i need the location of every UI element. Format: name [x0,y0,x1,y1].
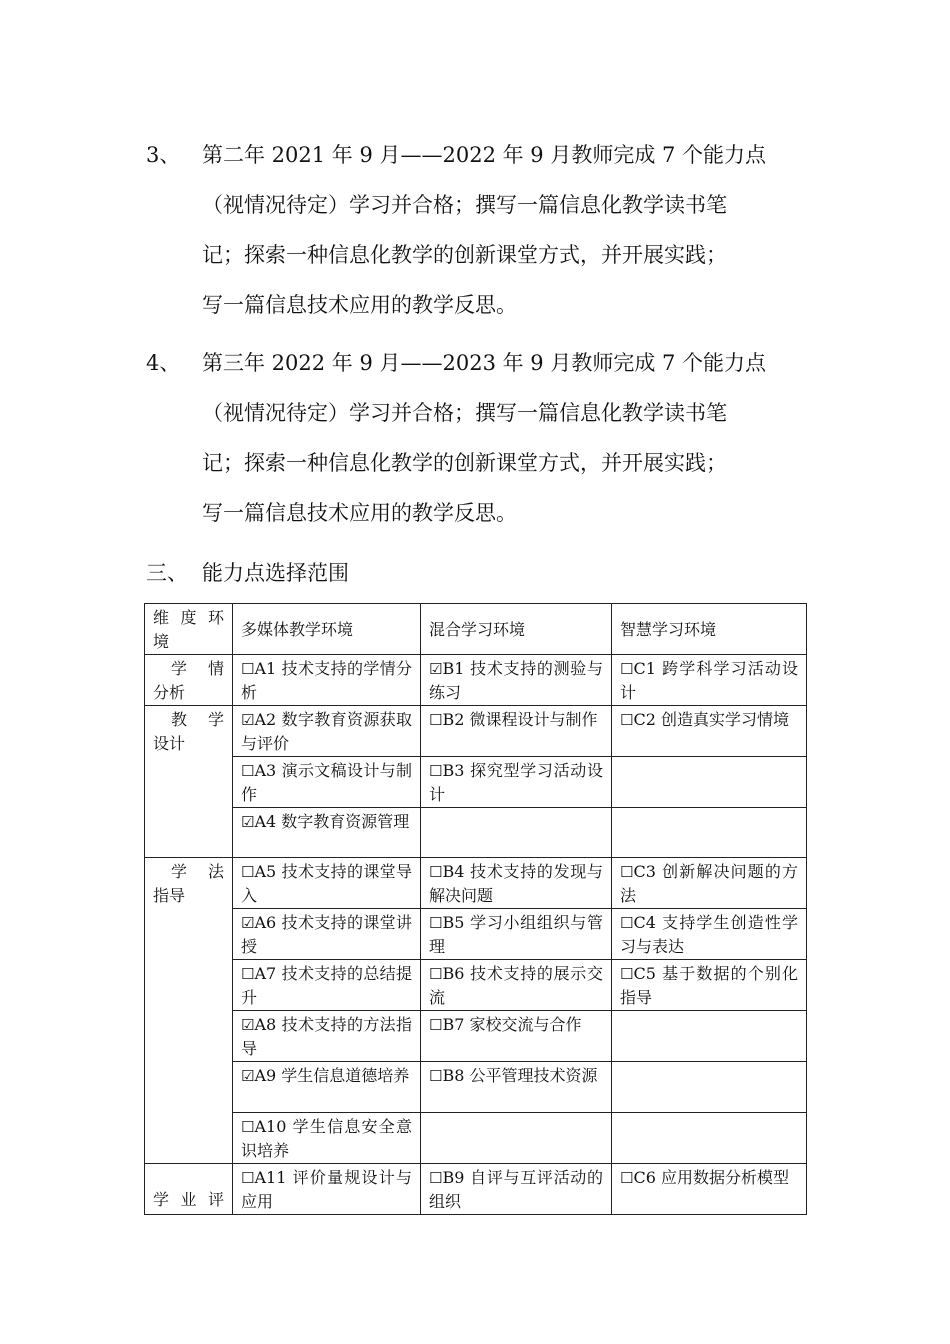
checkbox-icon: ☐ [429,1169,443,1187]
table-row [145,1011,807,1062]
ability-label: A8 技术支持的方法指导 [241,1015,412,1058]
ability-label: A2 数字教育资源获取与评价 [241,710,412,753]
cell-c1 [612,655,807,706]
cell-empty [612,1062,807,1113]
checkbox-icon: ☑ [241,914,255,932]
checkbox-icon: ☐ [620,1169,634,1187]
table-row [145,1062,807,1113]
checkbox-icon: ☑ [429,660,443,678]
list-text-line: 写一篇信息技术应用的教学反思。 [202,293,517,317]
category-line: 设计 [153,734,186,753]
ability-label: B6 技术支持的展示交流 [429,964,603,1007]
category-line: 指导 [153,886,186,905]
checkbox-icon: ☐ [241,1118,255,1136]
cell-empty [612,808,807,858]
cell-a6 [233,909,421,960]
ability-label: A3 演示文稿设计与制作 [241,761,412,804]
list-text-line: （视情况待定）学习并合格；撰写一篇信息化教学读书笔 [202,193,727,217]
checkbox-icon: ☐ [620,863,634,881]
cell-b4 [421,858,612,909]
table-row [145,909,807,960]
table-row [145,1164,807,1215]
checkbox-icon: ☐ [429,1067,443,1085]
cell-a10 [233,1113,421,1164]
category-line: 学 业 评 [153,1190,224,1209]
header-corner-line: 维 度 环 [153,608,224,627]
cell-b1 [421,655,612,706]
cell-empty [612,1011,807,1062]
checkbox-icon: ☑ [241,1016,255,1034]
table-row [145,808,807,858]
list-text-line: 记；探索一种信息化教学的创新课堂方式，并开展实践； [202,451,727,475]
cell-c2 [612,706,807,757]
cell-b9 [421,1164,612,1215]
table-row [145,655,807,706]
cell-a2 [233,706,421,757]
category-line: 学 情 [171,659,224,678]
header-corner-cell [145,604,233,655]
cell-empty [612,757,807,808]
checkbox-icon: ☐ [429,1016,443,1034]
header-smart: 智慧学习环境 [612,604,807,655]
cell-c5 [612,960,807,1011]
header-multimedia: 多媒体教学环境 [233,604,421,655]
table-row [145,1113,807,1164]
checkbox-icon: ☐ [241,1169,255,1187]
cell-b3 [421,757,612,808]
table-row [145,858,807,909]
checkbox-icon: ☑ [241,711,255,729]
checkbox-icon: ☐ [429,863,443,881]
cell-b2 [421,706,612,757]
ability-label: B5 学习小组组织与管理 [429,913,603,956]
list-text-line: 第三年 2022 年 9 月——2023 年 9 月教师完成 7 个能力点 [202,351,767,375]
cell-empty [421,1113,612,1164]
cell-c4 [612,909,807,960]
ability-label: A11 评价量规设计与应用 [241,1168,412,1211]
cell-empty [612,1113,807,1164]
section-heading [146,557,349,587]
checkbox-icon: ☐ [429,711,443,729]
category-cell-jiaoxue [145,706,233,858]
ability-label: A4 数字教育资源管理 [254,812,410,831]
ability-label: B8 公平管理技术资源 [442,1066,598,1085]
cell-b7 [421,1011,612,1062]
ability-label: B2 微课程设计与制作 [442,710,598,729]
cell-c6 [612,1164,807,1215]
list-text-line: 记；探索一种信息化教学的创新课堂方式，并开展实践； [202,243,727,267]
section-number: 三、 [146,561,188,585]
cell-a1 [233,655,421,706]
cell-a11 [233,1164,421,1215]
ability-label: B1 技术支持的测验与练习 [429,659,603,702]
category-line: 教 学 [171,710,224,729]
category-cell-xueye [145,1164,233,1215]
checkbox-icon: ☑ [241,813,255,831]
cell-a8 [233,1011,421,1062]
checkbox-icon: ☐ [620,711,634,729]
table-row [145,960,807,1011]
list-text-line: 写一篇信息技术应用的教学反思。 [202,501,517,525]
checkbox-icon: ☐ [429,914,443,932]
table-row [145,706,807,757]
ability-label: B4 技术支持的发现与解决问题 [429,862,603,905]
ability-label: C6 应用数据分析模型 [633,1168,789,1187]
ability-label: A5 技术支持的课堂导入 [241,862,412,905]
ability-label: C1 跨学科学习活动设计 [620,659,798,702]
header-blended: 混合学习环境 [421,604,612,655]
checkbox-icon: ☐ [620,914,634,932]
checkbox-icon: ☐ [429,965,443,983]
ability-label: B9 自评与互评活动的组织 [429,1168,603,1211]
checkbox-icon: ☐ [620,965,634,983]
ability-label: A10 学生信息安全意识培养 [241,1117,412,1160]
list-number: 4、 [146,351,181,375]
checkbox-icon: ☐ [620,660,634,678]
list-text-line: 第二年 2021 年 9 月——2022 年 9 月教师完成 7 个能力点 [202,143,767,167]
category-line: 分析 [153,683,186,702]
ability-label: A6 技术支持的课堂讲授 [241,913,412,956]
ability-label: A1 技术支持的学情分析 [241,659,412,702]
cell-a9 [233,1062,421,1113]
ability-label: B7 家校交流与合作 [442,1015,582,1034]
cell-b6 [421,960,612,1011]
category-cell-xuefa [145,858,233,1164]
section-title: 能力点选择范围 [202,561,349,585]
cell-a3 [233,757,421,808]
checkbox-icon: ☐ [241,660,255,678]
checkbox-icon: ☐ [241,965,255,983]
ability-label: C5 基于数据的个别化指导 [620,964,798,1007]
checkbox-icon: ☐ [241,863,255,881]
cell-c3 [612,858,807,909]
cell-empty [421,808,612,858]
cell-a4 [233,808,421,858]
table-row [145,757,807,808]
ability-label: C4 支持学生创造性学习与表达 [620,913,798,956]
category-line: 学 法 [171,862,224,881]
cell-a7 [233,960,421,1011]
checkbox-icon: ☑ [241,1067,255,1085]
cell-b8 [421,1062,612,1113]
header-corner-line: 境 [153,632,170,651]
cell-a5 [233,858,421,909]
ability-point-table [144,603,807,1215]
cell-b5 [421,909,612,960]
ability-label: A9 学生信息道德培养 [254,1066,410,1085]
ability-label: A7 技术支持的总结提升 [241,964,412,1007]
ability-label: C3 创新解决问题的方法 [620,862,798,905]
checkbox-icon: ☐ [241,762,255,780]
list-text-line: （视情况待定）学习并合格；撰写一篇信息化教学读书笔 [202,401,727,425]
ability-label: C2 创造真实学习情境 [633,710,789,729]
ability-label: B3 探究型学习活动设计 [429,761,603,804]
table-header-row [145,604,807,655]
category-cell-xueqing [145,655,233,706]
list-number: 3、 [146,143,181,167]
checkbox-icon: ☐ [429,762,443,780]
